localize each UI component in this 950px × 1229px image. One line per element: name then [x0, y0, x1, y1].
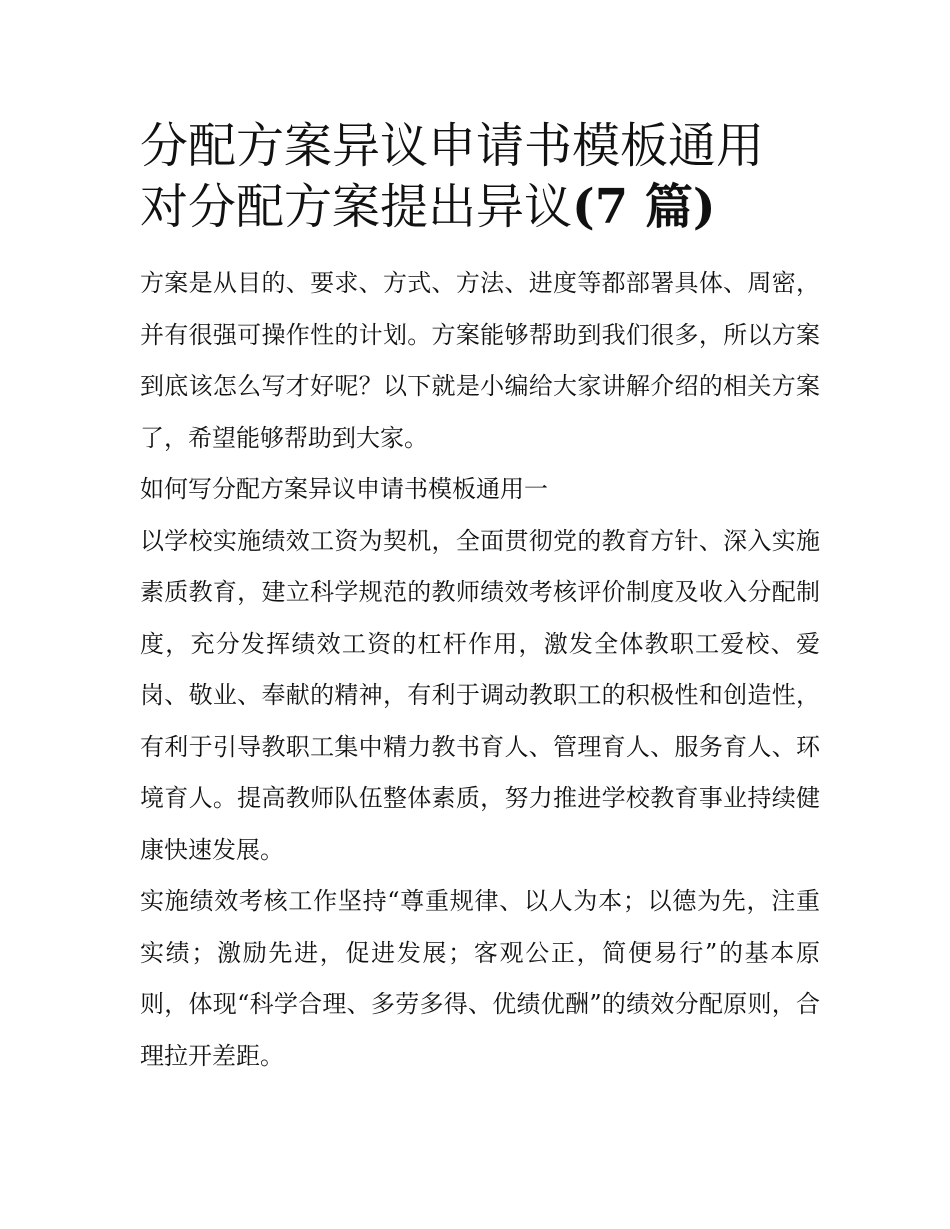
title-line-2: 对分配方案提出异议: [140, 179, 573, 235]
section-heading: 如何写分配方案异议申请书模板通用一: [140, 475, 548, 503]
title-count: (7 篇): [572, 179, 716, 235]
intro-paragraph: 方案是从目的、要求、方式、方法、进度等都部署具体、周密，并有很强可操作性的计划。方案能够帮助到我们很多，所以方案到底该怎么写才好呢？以下就是小编给大家讲解介绍的相关方案了，希望能够帮助到大家。: [140, 269, 820, 452]
body-paragraph: 实施绩效考核工作坚持“尊重规律、以人为本；以德为先，注重实绩；激励先进，促进发展；客观公正，简便易行”的基本原则，体现“科学合理、多劳多得、优绩优酬”的绩效分配原则，合理拉开差距。: [140, 887, 820, 1070]
title-line-1: 分配方案异议申请书模板通用: [140, 118, 765, 174]
document-content: [140, 116, 820, 1082]
body-paragraph: 以学校实施绩效工资为契机，全面贯彻党的教育方针、深入实施素质教育，建立科学规范的教师绩效考核评价制度及收入分配制度，充分发挥绩效工资的杠杆作用，激发全体教职工爱校、爱岗、敬业、奉献的精神，有利于调动教职工的积极性和创造性，有利于引导教职工集中精力教书育人、管理育人、服务育人、环境育人。提高教师队伍整体素质，努力推进学校教育事业持续健康快速发展。: [140, 526, 820, 864]
document-title: [140, 116, 820, 238]
